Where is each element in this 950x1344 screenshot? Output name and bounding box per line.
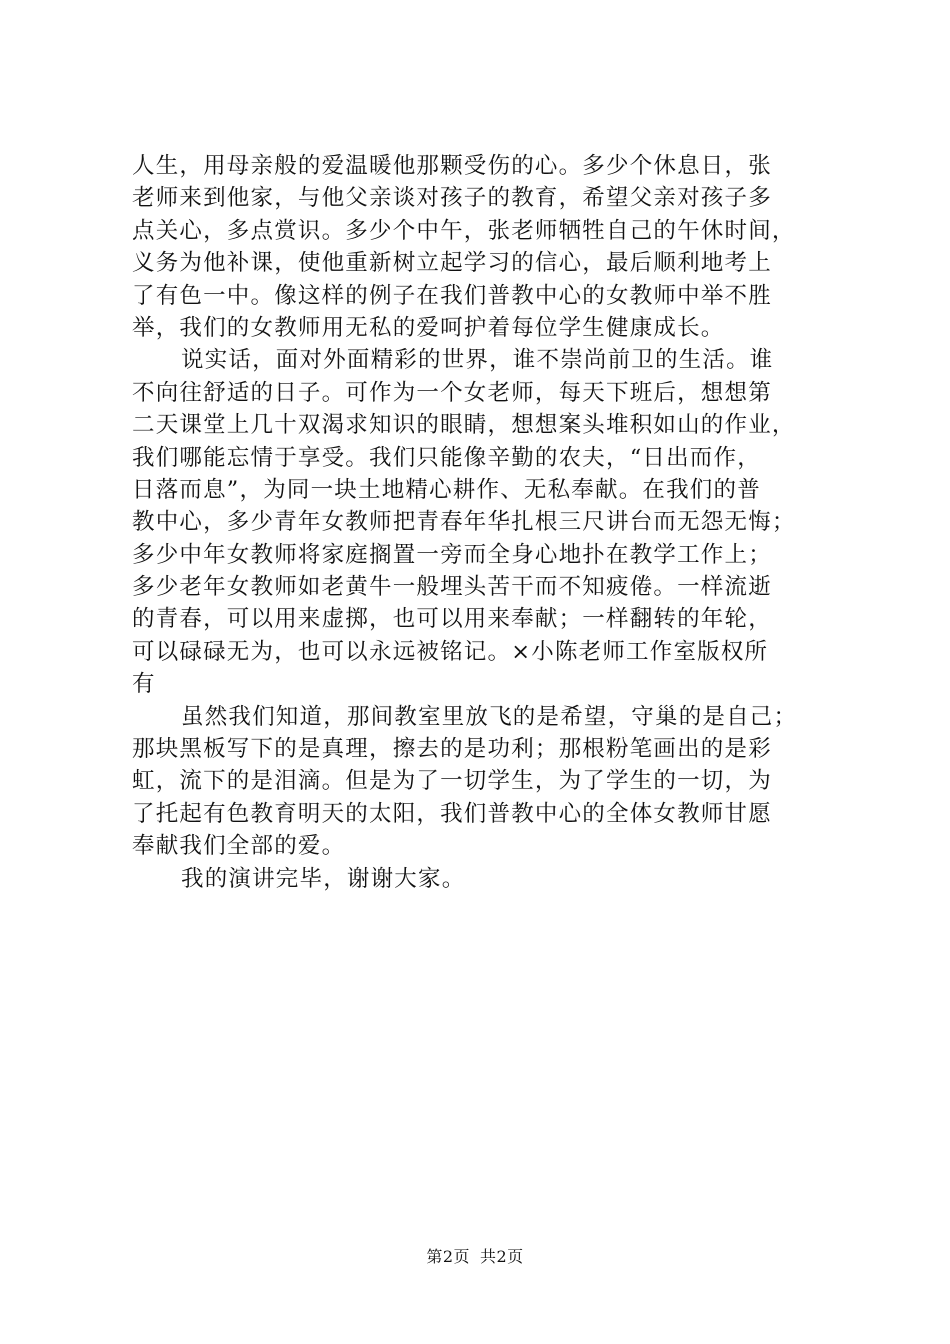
paragraph-start-line: 我的演讲完毕，谢谢大家。 bbox=[181, 865, 466, 892]
text-line: 老师来到他家，与他父亲谈对孩子的教育，希望父亲对孩子多 bbox=[132, 185, 772, 212]
text-line: 点关心，多点赏识。多少个中午，张老师牺牲自己的午休时间， bbox=[132, 217, 796, 244]
document-body bbox=[132, 150, 832, 895]
page-footer bbox=[0, 1247, 950, 1267]
text-line: 的青春，可以用来虚掷，也可以用来奉献；一样翻转的年轮， bbox=[132, 606, 772, 633]
text-line: 日落而息”，为同一块土地精心耕作、无私奉献。在我们的普 bbox=[132, 476, 761, 503]
text-line: 那块黑板写下的是真理，擦去的是功利；那根粉笔画出的是彩 bbox=[132, 736, 772, 763]
text-line: 了有色一中。像这样的例子在我们普教中心的女教师中举不胜 bbox=[132, 282, 772, 309]
text-line: 教中心，多少青年女教师把青春年华扎根三尺讲台而无怨无悔； bbox=[132, 509, 796, 536]
page-total: 共2页 bbox=[480, 1247, 524, 1266]
paragraph-start-line: 虽然我们知道，那间教室里放飞的是希望，守巢的是自己； bbox=[181, 703, 798, 730]
text-line: 了托起有色教育明天的太阳，我们普教中心的全体女教师甘愿 bbox=[132, 800, 772, 827]
paragraph-start-line: 说实话，面对外面精彩的世界，谁不崇尚前卫的生活。谁 bbox=[181, 347, 774, 374]
text-line: 多少中年女教师将家庭搁置一旁而全身心地扑在教学工作上； bbox=[132, 541, 772, 568]
text-line: 人生，用母亲般的爱温暖他那颗受伤的心。多少个休息日，张 bbox=[132, 153, 772, 179]
text-line: 义务为他补课，使他重新树立起学习的信心，最后顺利地考上 bbox=[132, 250, 772, 277]
text-line: 不向往舒适的日子。可作为一个女老师，每天下班后，想想第 bbox=[132, 379, 772, 406]
page-number: 第2页 bbox=[426, 1247, 470, 1266]
text-line: 二天课堂上几十双渴求知识的眼睛，想想案头堆积如山的作业， bbox=[132, 412, 796, 439]
text-line: 举，我们的女教师用无私的爱呵护着每位学生健康成长。 bbox=[132, 314, 725, 341]
text-line: 我们哪能忘情于享受。我们只能像辛勤的农夫，“日出而作， bbox=[132, 444, 761, 471]
text-line: 奉献我们全部的爱。 bbox=[132, 833, 346, 860]
text-line: 有 bbox=[132, 671, 156, 698]
text-line: 多少老年女教师如老黄牛一般埋头苦干而不知疲倦。一样流逝 bbox=[132, 574, 772, 601]
text-line: 可以碌碌无为，也可以永远被铭记。×小陈老师工作室版权所 bbox=[132, 638, 769, 665]
text-line: 虹，流下的是泪滴。但是为了一切学生，为了学生的一切，为 bbox=[132, 768, 772, 795]
